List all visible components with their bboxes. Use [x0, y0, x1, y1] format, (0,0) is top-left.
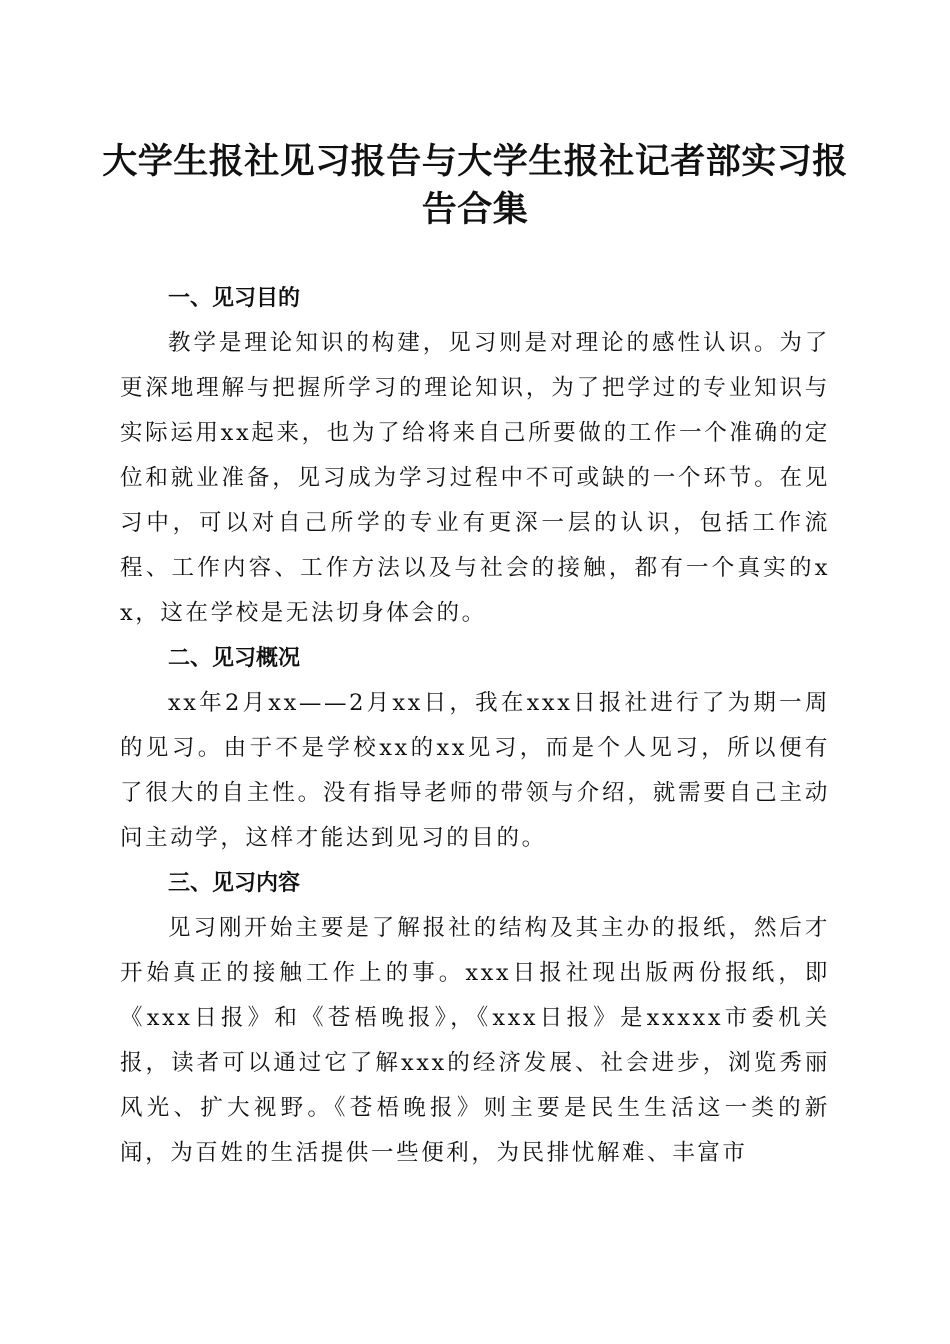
section-heading-content: 三、见习内容 — [168, 871, 301, 896]
section-heading-overview: 二、见习概况 — [168, 646, 301, 671]
section-paragraph-purpose: 教学是理论知识的构建，见习则是对理论的感性认识。为了更深地理解与把握所学习的理论知识，为了把学过的专业知识与实际运用xx起来，也为了给将来自己所要做的工作一个准确的定位和就业准备，见习成为学习过程中不可或缺的一个环节。在见习中，可以对自己所学的专业有更深一层的认识，包括工作流程、工作内容、工作方法以及与社会的接触，都有一个真实的xx，这在学校是无法切身体会的。 — [120, 330, 830, 626]
section-heading-purpose: 一、见习目的 — [168, 286, 301, 311]
section-paragraph-overview: xx年2月xx——2月xx日，我在xxx日报社进行了为期一周的见习。由于不是学校xx的xx见习，而是个人见习，所以便有了很大的自主性。没有指导老师的带领与介绍，就需要自己主动问主动学，这样才能达到见习的目的。 — [120, 690, 830, 851]
document-body — [120, 276, 830, 1176]
section-paragraph-content: 见习刚开始主要是了解报社的结构及其主办的报纸，然后才开始真正的接触工作上的事。xxx日报社现出版两份报纸，即《xxx日报》和《苍梧晚报》，《xxx日报》是xxxxx市委机关报，读者可以通过它了解xxx的经济发展、社会进步，浏览秀丽风光、扩大视野。《苍梧晚报》则主要是民生生活这一类的新闻，为百姓的生活提供一些便利，为民排忧解难、丰富市 — [120, 915, 830, 1166]
document-title: 大学生报社见习报告与大学生报社记者部实习报告合集 — [102, 141, 848, 230]
